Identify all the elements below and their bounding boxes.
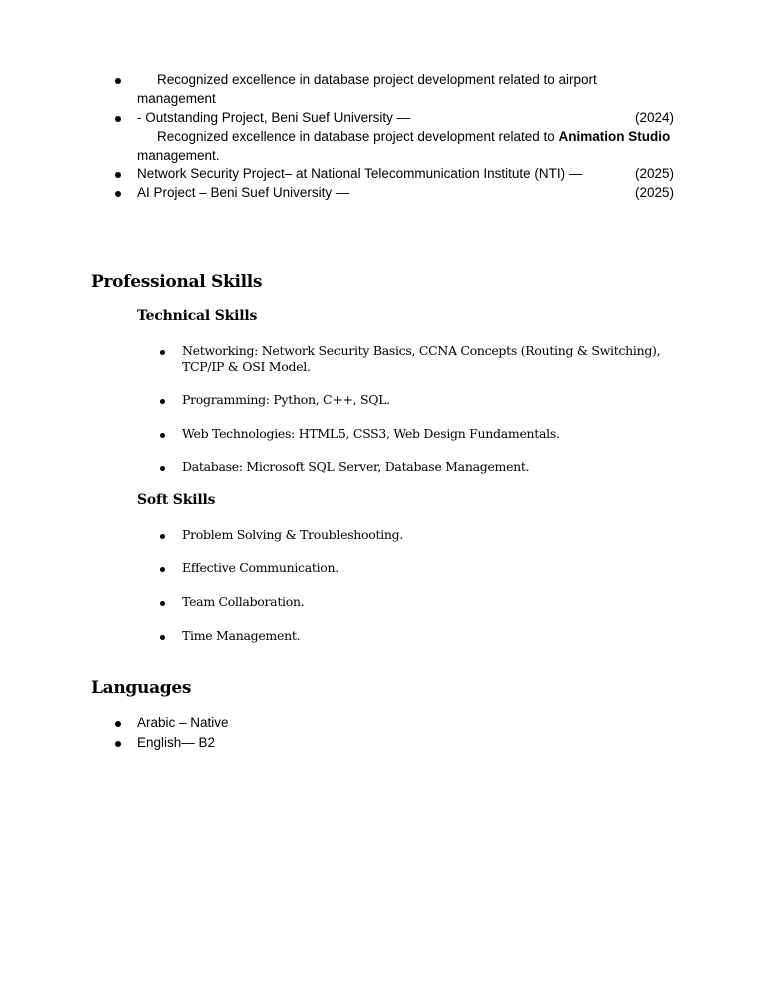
skill-text: Database: Microsoft SQL Server, Database Management. (182, 459, 530, 474)
bullet-icon (160, 635, 165, 640)
project-year: (2025) (635, 166, 675, 181)
skill-text: Effective Communication. (182, 560, 339, 575)
project-title: AI Project – Beni Suef University — (137, 185, 350, 200)
bullet-icon (115, 78, 121, 84)
bullet-icon (160, 350, 165, 355)
project-description: Recognized excellence in database project development related to airport (157, 72, 597, 87)
project-description-highlight: Animation Studio (558, 129, 671, 144)
project-description-text: Recognized excellence in database project development related to (157, 129, 559, 144)
language-text: English— B2 (137, 735, 216, 750)
section-heading-professional-skills: Professional Skills (91, 272, 263, 292)
bullet-icon (115, 741, 121, 747)
skill-text: Web Technologies: HTML5, CSS3, Web Design Fundamentals. (182, 426, 560, 441)
project-year: (2025) (635, 185, 675, 200)
bullet-icon (115, 721, 121, 727)
bullet-icon (160, 601, 165, 606)
project-title: Network Security Project– at National Telecommunication Institute (NTI) — (137, 166, 583, 181)
bullet-icon (160, 433, 165, 438)
skill-text: Team Collaboration. (182, 594, 305, 609)
skill-text-cont: TCP/IP & OSI Model. (182, 359, 311, 374)
project-year: (2024) (635, 110, 675, 125)
bullet-icon (115, 172, 121, 178)
bullet-icon (160, 399, 165, 404)
skill-text: Programming: Python, C++, SQL. (182, 392, 390, 407)
subheading-soft-skills: Soft Skills (137, 492, 216, 508)
bullet-icon (160, 567, 165, 572)
language-text: Arabic – Native (137, 715, 229, 730)
bullet-icon (115, 116, 121, 122)
skill-text: Time Management. (182, 628, 301, 643)
skill-text: Networking: Network Security Basics, CCNA Concepts (Routing & Switching), (182, 343, 661, 358)
bullet-icon (160, 466, 165, 471)
skill-text: Problem Solving & Troubleshooting. (182, 527, 404, 542)
bullet-icon (115, 191, 121, 197)
project-description (157, 129, 670, 145)
project-description-cont: management (137, 91, 216, 106)
project-title: - Outstanding Project, Beni Suef University — (137, 110, 411, 125)
section-heading-languages: Languages (91, 678, 192, 698)
bullet-icon (160, 534, 165, 539)
project-description-cont: management. (137, 148, 220, 163)
subheading-technical-skills: Technical Skills (137, 308, 258, 324)
